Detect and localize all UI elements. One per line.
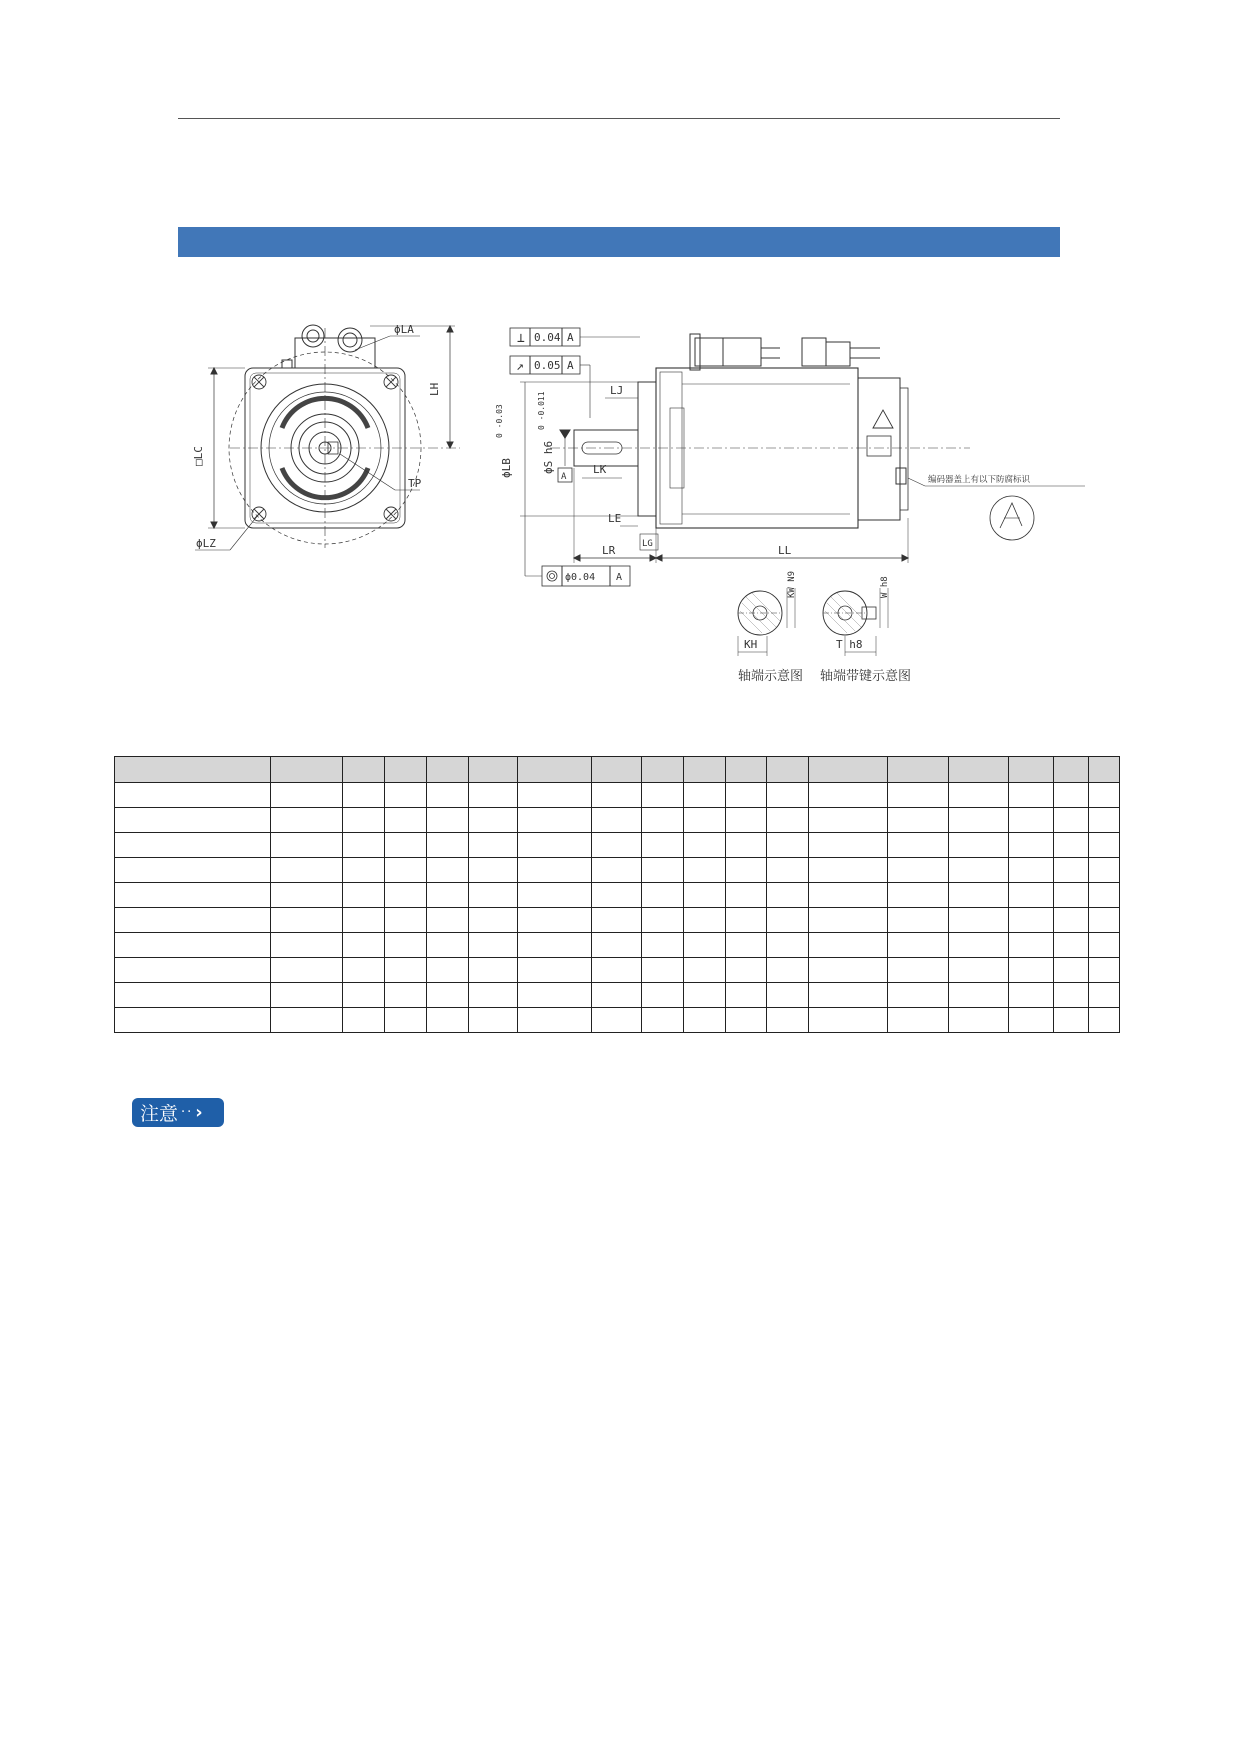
table-row — [115, 908, 1120, 933]
t-label: T h8 — [836, 638, 863, 651]
encoder-note: 编码器盖上有以下防腐标识 — [928, 475, 1031, 485]
keyed-shaft-caption: 轴端带键示意图 — [820, 669, 912, 684]
plain-shaft-caption: 轴端示意图 — [738, 669, 804, 684]
lh-label: LH — [428, 382, 441, 396]
concentric-tolerance: ϕ0.04 — [565, 572, 596, 583]
table-row — [115, 833, 1120, 858]
lr-label: LR — [602, 544, 616, 557]
note-dots: ·· — [181, 1105, 194, 1120]
motor-dimension-drawing — [190, 318, 1120, 702]
lg-label: LG — [642, 539, 653, 549]
table-row — [115, 958, 1120, 983]
table-row — [115, 883, 1120, 908]
table-row — [115, 783, 1120, 808]
lk-label: LK — [593, 463, 607, 476]
header-rule — [178, 118, 1060, 119]
section-title-bar — [178, 227, 1060, 257]
note-badge — [132, 1098, 224, 1127]
lb-tolerance: 0 -0.03 — [495, 404, 504, 438]
ll-label: LL — [778, 544, 792, 557]
lb-label: ϕLB — [500, 458, 513, 478]
table-row — [115, 1008, 1120, 1033]
s-tolerance: 0 -0.011 — [537, 391, 546, 430]
table-row — [115, 933, 1120, 958]
chevron-right-icon: › — [195, 1102, 203, 1123]
kw-label: KW N9 — [787, 570, 797, 598]
le-label: LE — [608, 512, 622, 525]
lz-label: ϕLZ — [196, 537, 216, 550]
shaft-section-keyed — [820, 576, 911, 684]
runout-datum: A — [567, 359, 574, 372]
table-header-row — [115, 757, 1120, 783]
table-row — [115, 983, 1120, 1008]
s-label: ϕS h6 — [542, 440, 555, 474]
runout-tolerance: 0.05 — [534, 359, 561, 372]
kh-label: KH — [744, 638, 758, 651]
shaft-section-plain — [738, 571, 803, 684]
side-view — [495, 328, 1085, 586]
svg-text:⊥: ⊥ — [517, 331, 525, 346]
table-row — [115, 808, 1120, 833]
svg-text:↗: ↗ — [516, 359, 524, 374]
perp-tolerance: 0.04 — [534, 331, 561, 344]
perp-datum: A — [567, 331, 574, 344]
table-row — [115, 858, 1120, 883]
note-label: 注意 — [140, 1103, 179, 1125]
lc-label: □LC — [192, 446, 205, 466]
dimension-table — [114, 756, 1120, 1033]
tp-label: TP — [408, 477, 422, 490]
la-label: ϕLA — [394, 323, 414, 336]
concentric-datum: A — [616, 572, 623, 583]
w-label: W h8 — [880, 576, 890, 598]
lj-label: LJ — [610, 384, 624, 397]
datum-a-label: A — [561, 472, 567, 482]
front-view — [192, 323, 460, 550]
